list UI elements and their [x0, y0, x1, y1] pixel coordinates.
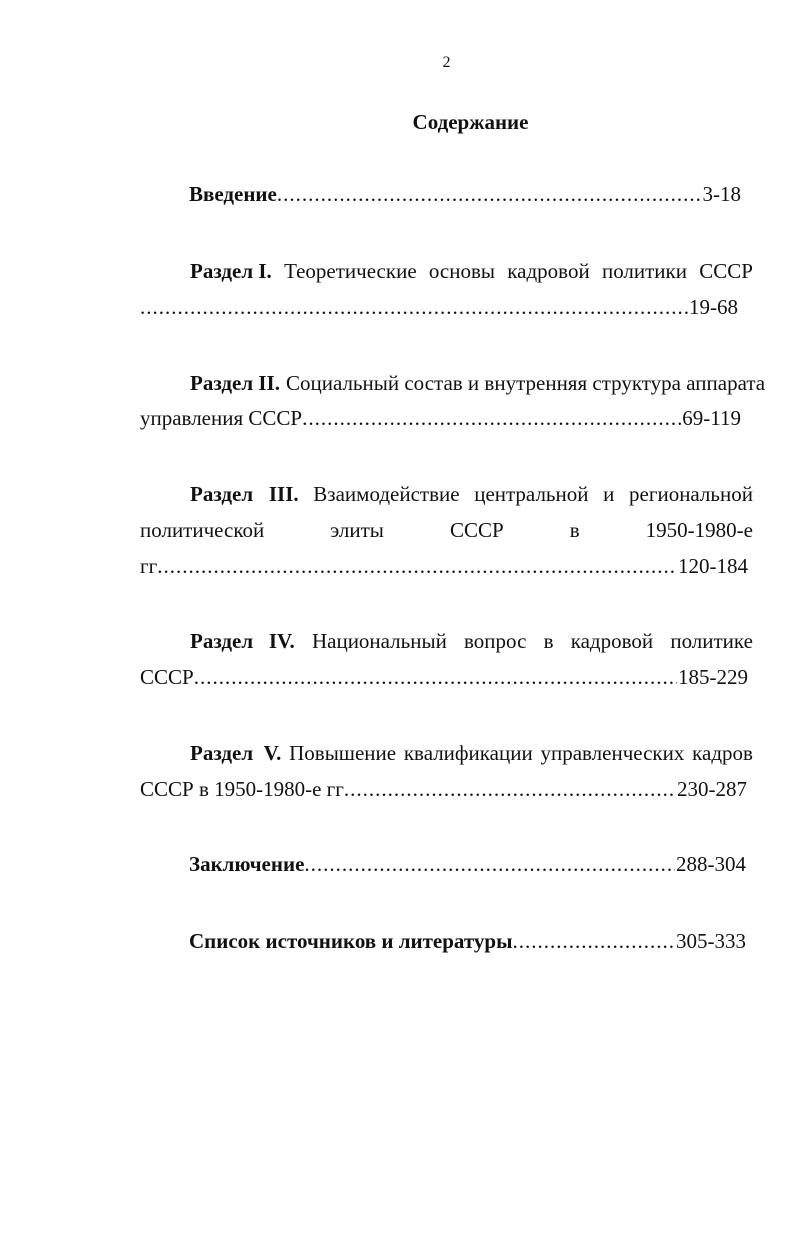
dot-leader: [194, 664, 677, 690]
toc-word: центральной: [474, 482, 589, 506]
toc-word: основы: [428, 259, 496, 283]
toc-word: Национальный: [311, 629, 447, 653]
toc-word: квалификации: [403, 741, 533, 765]
toc-pages-section-3: 120-184: [678, 554, 748, 578]
toc-label-number: IV.: [268, 629, 295, 653]
toc-label-sources: Список источников и литературы: [189, 929, 513, 953]
toc-entry-section-3-line-1: [190, 481, 753, 507]
toc-entry-conclusion: [189, 851, 746, 877]
toc-entry-section-2-line-2: [140, 405, 741, 431]
dot-leader: [277, 181, 702, 207]
toc-entry-sources: [189, 928, 746, 954]
toc-pages-introduction: 3-18: [702, 182, 741, 206]
toc-text: Социальный состав и внутренняя структура аппарата: [285, 371, 766, 395]
dot-leader: [157, 553, 677, 579]
toc-word: региональной: [629, 482, 753, 506]
toc-word: в: [543, 629, 554, 653]
toc-label-section-1: Раздел I.: [190, 259, 272, 283]
toc-label-section-4: [190, 628, 295, 654]
dot-leader: [140, 294, 688, 320]
page-title: Содержание: [412, 110, 529, 134]
toc-pages-section-4: 185-229: [678, 665, 748, 689]
toc-label-section-2: Раздел II.: [190, 371, 280, 395]
toc-label-conclusion: Заключение: [189, 852, 305, 876]
toc-entry-section-1-line-1: [190, 258, 753, 284]
toc-label-word: Раздел: [190, 482, 254, 506]
dot-leader: [304, 851, 675, 877]
toc-text: гг: [140, 554, 158, 578]
toc-word: СССР: [699, 259, 753, 283]
toc-word: СССР: [449, 518, 504, 542]
dot-leader: [513, 928, 675, 954]
toc-entry-introduction: [189, 181, 741, 207]
toc-pages-sources: 305-333: [676, 929, 746, 953]
toc-entry-section-5-line-2: [140, 776, 747, 802]
toc-label-word: Раздел: [190, 629, 254, 653]
toc-label-number: III.: [268, 482, 299, 506]
toc-word: 1950-1980-е: [645, 518, 753, 542]
toc-label-section-5: [190, 740, 281, 766]
toc-word: и: [603, 482, 615, 506]
toc-label-number: V.: [263, 741, 282, 765]
toc-word: в: [569, 518, 580, 542]
toc-word: вопрос: [464, 629, 527, 653]
toc-pages-conclusion: 288-304: [676, 852, 746, 876]
toc-word: элиты: [330, 518, 384, 542]
toc-word: политической: [140, 518, 265, 542]
toc-entry-section-4-line-2: [140, 664, 748, 690]
toc-word: кадров: [692, 741, 753, 765]
toc-word: Взаимодействие: [313, 482, 460, 506]
dot-leader: [344, 776, 676, 802]
toc-word: политики: [601, 259, 687, 283]
toc-label-section-3: [190, 481, 299, 507]
toc-pages-section-5: 230-287: [677, 777, 747, 801]
toc-text: СССР в 1950-1980-е гг: [140, 777, 344, 801]
toc-pages-section-1: 19-68: [689, 295, 738, 319]
toc-entry-section-5-line-1: [190, 740, 753, 766]
toc-word: кадровой: [570, 629, 654, 653]
toc-word: управленческих: [540, 741, 685, 765]
toc-text: управления СССР: [140, 406, 303, 430]
toc-label-introduction: Введение: [189, 182, 277, 206]
toc-entry-section-1-line-2: [140, 294, 738, 320]
toc-word: кадровой: [507, 259, 590, 283]
toc-entry-section-4-line-1: [190, 628, 753, 654]
dot-leader: [302, 405, 681, 431]
toc-word: политике: [670, 629, 753, 653]
toc-entry-section-2-line-1: [190, 370, 766, 396]
toc-pages-section-2: 69-119: [682, 406, 741, 430]
toc-entry-section-3-line-2: [140, 517, 753, 543]
page-number: 2: [442, 54, 451, 71]
toc-entry-section-3-line-3: [140, 553, 748, 579]
toc-label-word: Раздел: [190, 741, 254, 765]
toc-text: СССР: [140, 665, 194, 689]
toc-word: Теоретические: [284, 259, 417, 283]
toc-word: Повышение: [289, 741, 397, 765]
